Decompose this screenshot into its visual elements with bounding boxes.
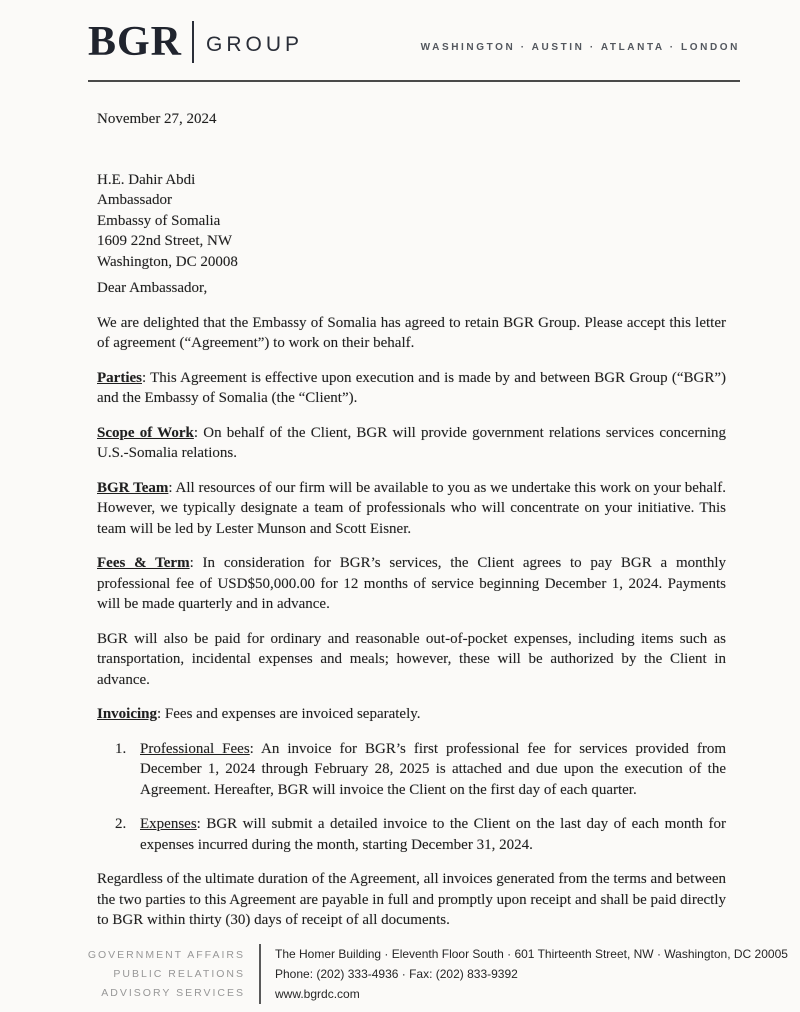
fees-term-label: Fees & Term (97, 555, 190, 571)
recipient-city: Washington, DC 20008 (97, 253, 238, 270)
list-item-professional-fees (97, 739, 726, 801)
letter-content (0, 109, 800, 931)
logo-subtext: GROUP (206, 33, 304, 56)
footer-service-advisory-services: ADVISORY SERVICES (101, 986, 245, 999)
footer-services (85, 946, 245, 1003)
parties-text: : This Agreement is effective upon execution and is made by and between BGR Group (“BGR”) and the Embassy of Somalia (the “Client”). (97, 369, 726, 406)
intro-paragraph-text: We are delighted that the Embassy of Somalia has agreed to retain BGR Group. Please accept this letter of agreement (“Agreement”) to work on their behalf. (97, 314, 726, 351)
footer-divider (259, 944, 261, 1004)
logo-divider (192, 21, 194, 63)
letterhead (0, 0, 800, 76)
invoicing-label: Invoicing (97, 706, 158, 722)
expenses-label: Expenses (140, 816, 197, 832)
bgr-logo (88, 21, 303, 63)
letter-date: November 27, 2024 (97, 111, 217, 127)
office-cities: WASHINGTON · AUSTIN · ATLANTA · LONDON (420, 41, 740, 53)
letterhead-footer (0, 944, 800, 1004)
professional-fees-text: : An invoice for BGR’s first professional fee for services provided from December 1, 2024 through February 28, 2025 is attached and due upon the execution of the Agreement. Hereafter, BGR will invoice the Client on the first day of each quarter. (140, 740, 726, 798)
scope-of-work-text: : On behalf of the Client, BGR will provide government relations services concerning U.S.-Somalia relations. (97, 424, 727, 461)
bgr-team-text: : All resources of our firm will be available to you as we undertake this work on your behalf. However, we typically designate a team of professionals who will concentrate on your initiative. This team will be led by Lester Munson and Scott Eisner. (97, 479, 726, 537)
closing-paragraph: Regardless of the ultimate duration of the Agreement, all invoices generated from the terms and between the two parties to this Agreement are payable in full and promptly upon receipt and shall be paid directly to BGR within thirty (30) days of receipt of all documents. (97, 871, 726, 928)
scope-of-work-label: Scope of Work (97, 424, 194, 441)
list-item-body (140, 814, 726, 855)
professional-fees-label: Professional Fees (140, 740, 250, 757)
invoicing-paragraph (97, 704, 726, 725)
footer-address: The Homer Building · Eleventh Floor South · 601 Thirteenth Street, NW · Washington, DC 20005 (275, 947, 788, 961)
list-item-number: 1. (115, 740, 127, 757)
fees-term-text: : In consideration for BGR’s services, the Client agrees to pay BGR a monthly professional fee of USD$50,000.00 for 12 months of service beginning December 1, 2024. Payments will be made quarterly and in advance. (97, 555, 726, 612)
footer-website: www.bgrdc.com (275, 987, 360, 1001)
logo-wordmark: BGR (88, 19, 183, 65)
expenses-text: : BGR will submit a detailed invoice to the Client on the last day of each month for expenses incurred during the month, starting December 31, 2024. (140, 816, 726, 853)
list-item-number: 2. (115, 816, 127, 832)
parties-paragraph (97, 368, 726, 409)
list-item-body (140, 739, 726, 801)
footer-service-government-affairs: GOVERNMENT AFFAIRS (87, 948, 245, 961)
recipient-block (97, 170, 726, 273)
list-item-expenses (97, 814, 726, 855)
recipient-title: Ambassador (97, 192, 172, 208)
recipient-street: 1609 22nd Street, NW (97, 233, 232, 249)
footer-contact (275, 944, 788, 1004)
invoicing-list (97, 739, 726, 856)
parties-label: Parties (97, 369, 142, 386)
intro-paragraph (97, 313, 726, 354)
scope-of-work-paragraph (97, 423, 726, 464)
header-rule (88, 80, 740, 82)
bgr-team-label: BGR Team (97, 479, 169, 496)
recipient-organization: Embassy of Somalia (97, 212, 221, 229)
expenses-paragraph-text: BGR will also be paid for ordinary and reasonable out-of-pocket expenses, including items such as transportation, incidental expenses and meals; however, these will be authorized by the Client in advance. (97, 630, 726, 688)
recipient-name: H.E. Dahir Abdi (97, 171, 196, 188)
bgr-team-paragraph (97, 478, 726, 540)
footer-service-public-relations: PUBLIC RELATIONS (113, 967, 245, 980)
footer-phone-fax: Phone: (202) 333-4936 · Fax: (202) 833-9392 (275, 967, 518, 981)
invoicing-text: : Fees and expenses are invoiced separately. (157, 706, 421, 722)
salutation: Dear Ambassador, (97, 280, 208, 296)
fees-term-paragraph (97, 553, 726, 615)
expenses-paragraph (97, 629, 726, 691)
